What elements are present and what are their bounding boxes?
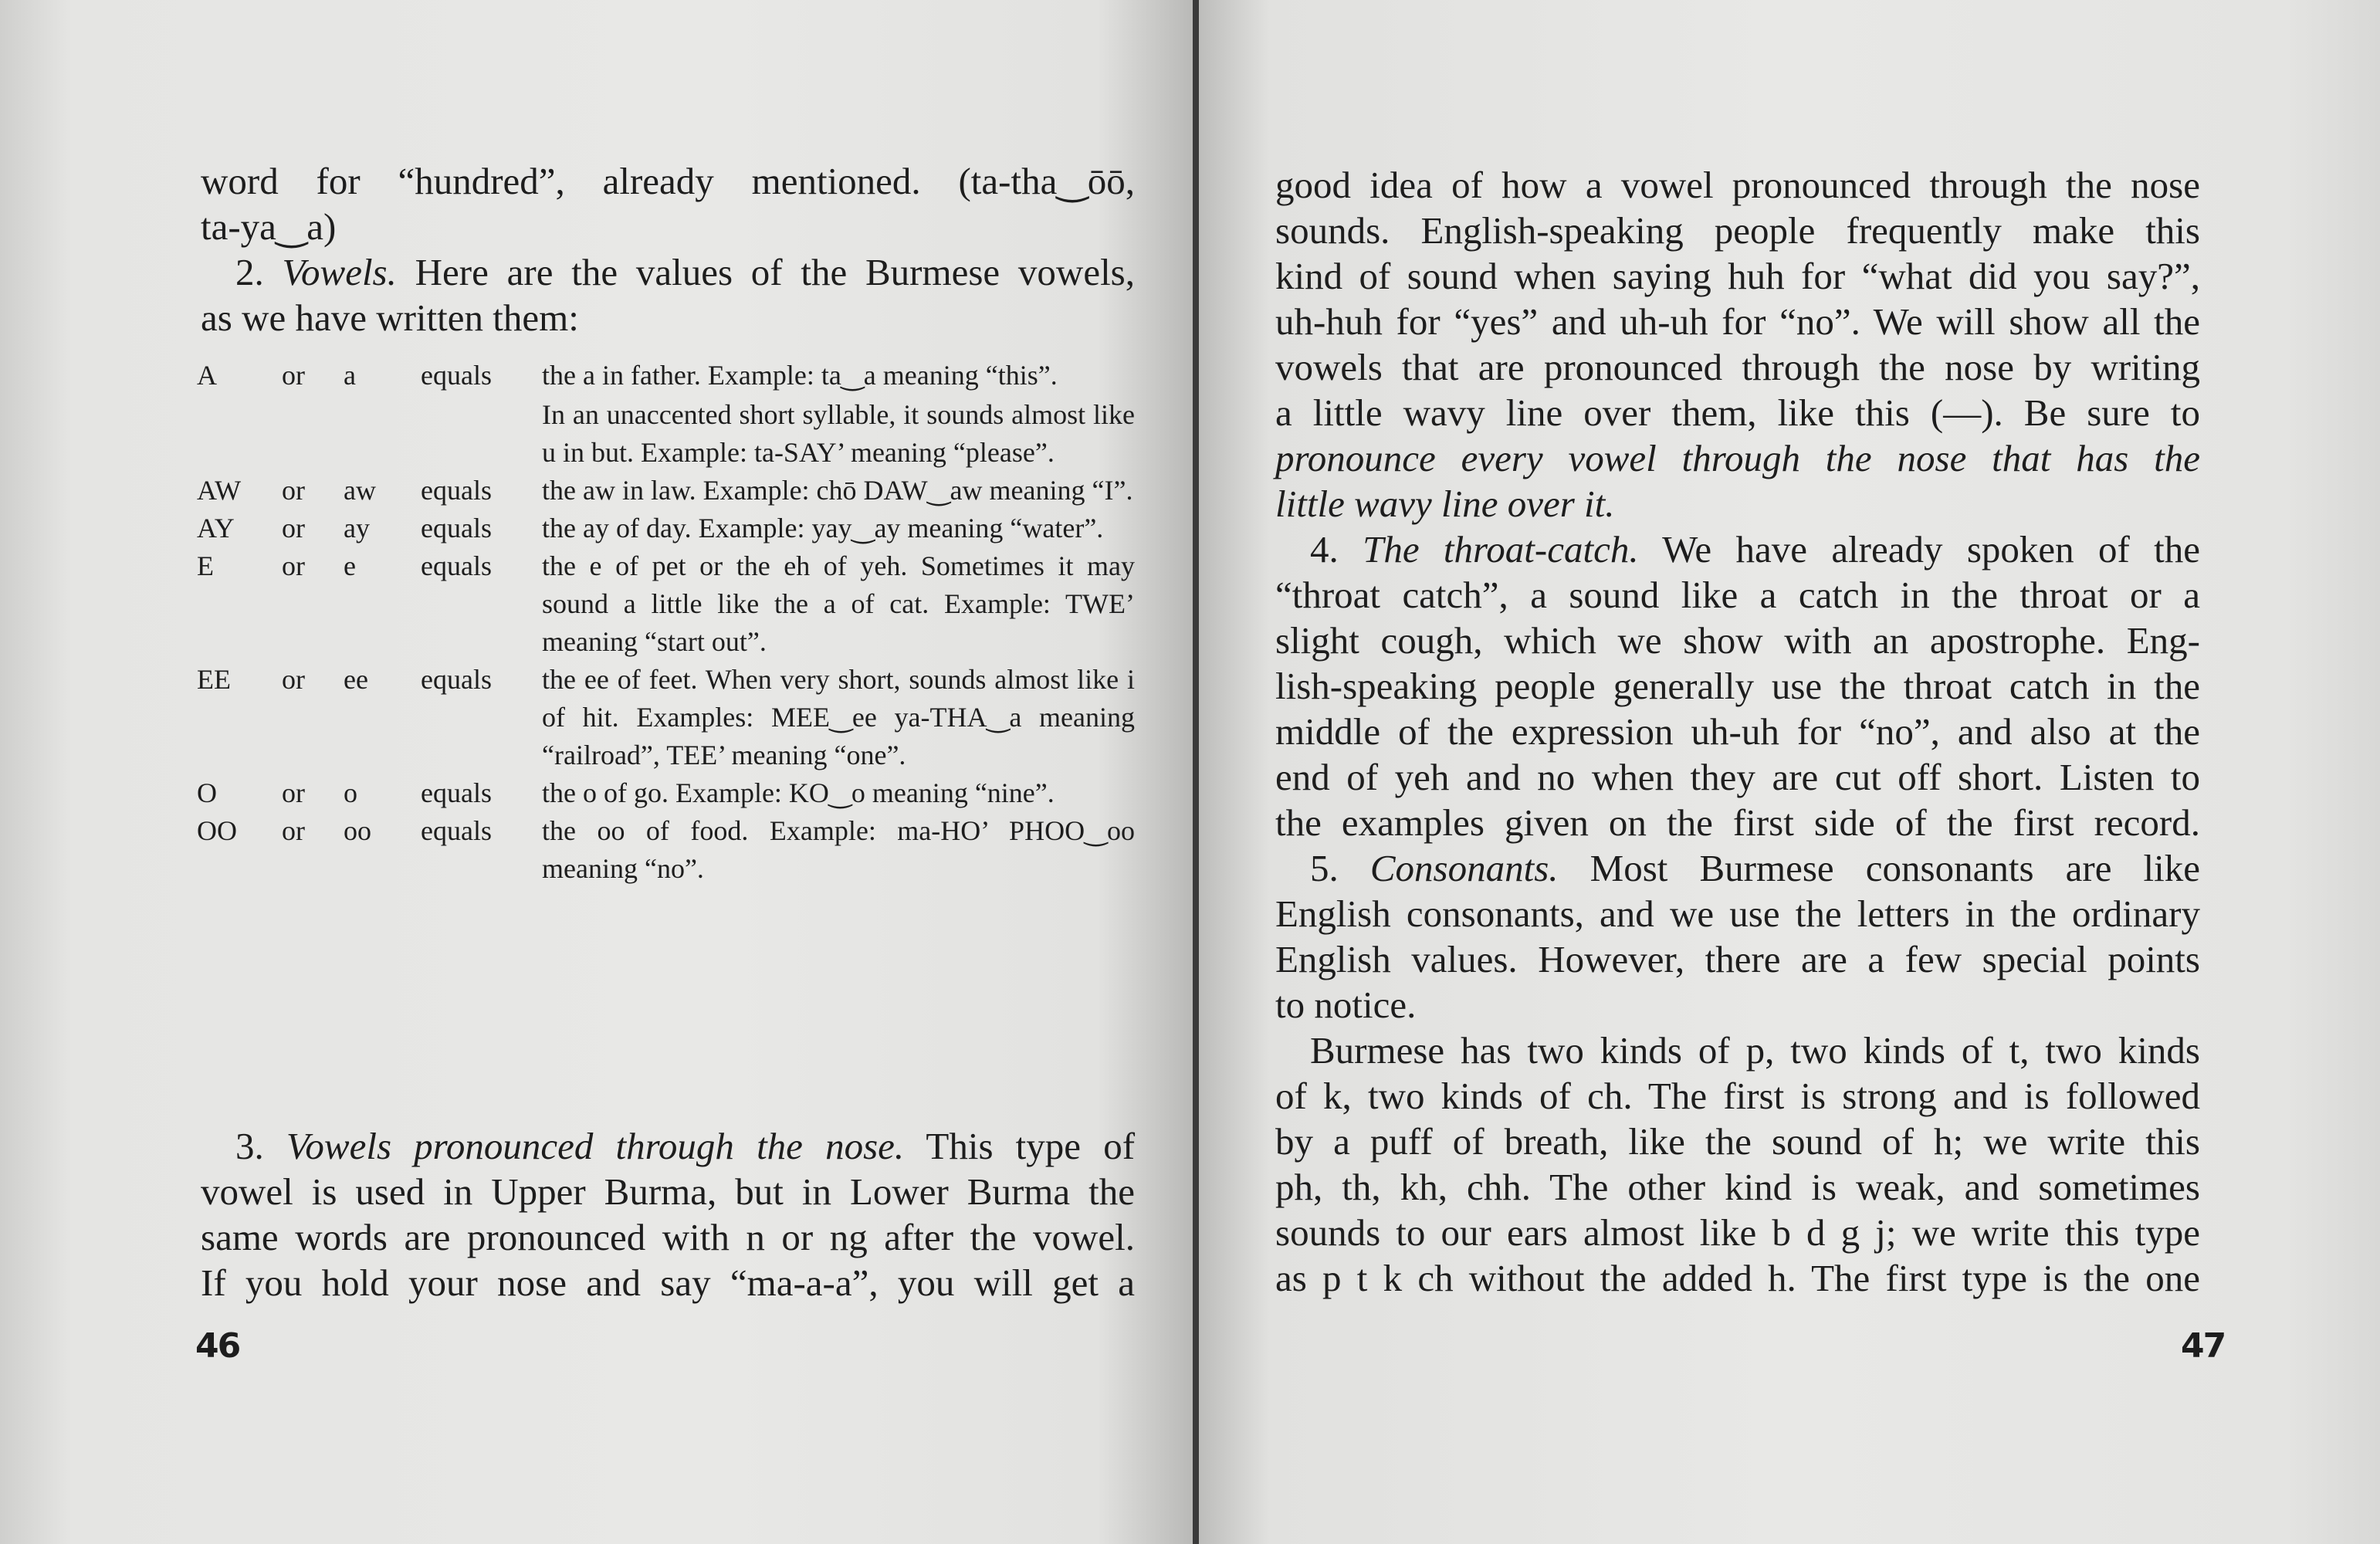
text-line: ta-ya‿a) <box>201 205 337 248</box>
vowel-lower: ay <box>344 513 370 543</box>
text-line: little wavy line over it. <box>1275 482 1615 525</box>
vowel-upper: O <box>197 777 217 808</box>
section-title: Vowels. <box>282 251 397 293</box>
vowel-lower: ee <box>344 664 368 695</box>
text-run: Most Burmese consonants are like <box>1589 847 2201 889</box>
vowel-equals: equals <box>421 513 492 543</box>
text-line: by a puff of breath, like the sound of h; we write this <box>1275 1120 2200 1163</box>
vowel-lower: aw <box>344 475 376 506</box>
section-number: 5. <box>1310 847 1339 889</box>
text-line: ph, th, kh, chh. The other kind is weak, and sometimes <box>1275 1166 2200 1208</box>
text-line: word for “hundred”, already mentioned. (ta-tha‿ōō, <box>201 160 1135 202</box>
vowel-row <box>197 510 1135 547</box>
text-line: vowels that are pronounced through the nose by writing <box>1275 346 2200 388</box>
text-line: If you hold your nose and say “ma-a-a”, you will get a <box>201 1261 1135 1304</box>
vowels-heading <box>201 249 1135 295</box>
vowel-equals: equals <box>421 815 492 846</box>
text-run: This type of <box>926 1125 1136 1167</box>
section-title: The throat-catch. <box>1363 528 1639 571</box>
vowel-upper: A <box>197 360 217 391</box>
vowel-description: the aw in law. Example: chō DAW‿aw meaning “I”. <box>542 475 1133 506</box>
vowel-row <box>197 357 1135 394</box>
nasal-vowels-paragraph <box>1275 162 2200 1301</box>
page-number: 46 <box>195 1326 240 1366</box>
text-line: the examples given on the first side of the first record. <box>1275 801 2200 844</box>
text-line: middle of the expression uh-uh for “no”, and also at the <box>1275 710 2200 753</box>
vowel-description: the oo of food. Example: ma-HO’ PHOO‿oo meaning “no”. <box>542 815 1135 884</box>
intro-paragraph <box>201 158 1135 340</box>
text-run: Here are the values of the Burmese vowels, <box>415 251 1135 293</box>
vowel-description: the ay of day. Example: yay‿ay meaning “water”. <box>542 513 1104 543</box>
text-line: a little wavy line over them, like this (—). Be sure to <box>1275 391 2200 434</box>
vowel-lower: a <box>344 360 356 391</box>
right-page <box>1199 0 2380 1544</box>
vowel-or: or <box>282 815 305 846</box>
section-number: 2. <box>235 251 264 293</box>
vowel-or: or <box>282 550 305 581</box>
vowel-equals: equals <box>421 664 492 695</box>
text-line: lish-speaking people generally use the throat catch in the <box>1275 665 2200 707</box>
text-line: slight cough, which we show with an apostrophe. Eng- <box>1275 619 2200 662</box>
vowel-upper: AW <box>197 475 242 506</box>
text-line: English consonants, and we use the letters in the ordinary <box>1275 892 2200 935</box>
vowel-description: In an unaccented short syllable, it sounds almost like u in but. Example: ta-SAY’ meaning “please”. <box>542 399 1135 468</box>
vowel-equals: equals <box>421 475 492 506</box>
vowel-or: or <box>282 475 305 506</box>
text-line: English values. However, there are a few special points <box>1275 938 2200 980</box>
vowel-equals: equals <box>421 777 492 808</box>
vowel-description: the e of pet or the eh of yeh. Sometimes it may sound a little like the a of cat. Example: TWE’ meaning “start out”. <box>542 550 1135 657</box>
vowel-lower: oo <box>344 815 371 846</box>
text-line: pronounce every vowel through the nose that has the <box>1275 437 2200 479</box>
text-line: of k, two kinds of ch. The first is strong and is followed <box>1275 1075 2200 1117</box>
text-line: sounds. English-speaking people frequently make this <box>1275 209 2200 252</box>
text-line: uh-huh for “yes” and uh-uh for “no”. We will show all the <box>1275 300 2200 343</box>
vowel-description: the ee of feet. When very short, sounds almost like i of hit. Examples: MEE‿ee ya-THA‿a meaning “railroad”, TEE’ meaning “one”. <box>542 664 1135 770</box>
section-number: 4. <box>1310 528 1339 571</box>
vowel-description: the a in father. Example: ta‿a meaning “this”. <box>542 360 1058 391</box>
vowel-row <box>197 396 1135 472</box>
vowel-row <box>197 472 1135 510</box>
vowel-upper: OO <box>197 815 237 846</box>
vowel-or: or <box>282 777 305 808</box>
text-line: “throat catch”, a sound like a catch in the throat or a <box>1275 574 2200 616</box>
book-gutter <box>1193 0 1199 1544</box>
vowel-or: or <box>282 664 305 695</box>
text-line: as we have written them: <box>201 296 579 339</box>
vowel-row <box>197 547 1135 661</box>
text-line: vowel is used in Upper Burma, but in Lower Burma the <box>201 1170 1135 1213</box>
section-number: 3. <box>235 1125 264 1167</box>
section4-heading <box>1275 527 2200 572</box>
vowel-row <box>197 812 1135 888</box>
vowel-row <box>197 661 1135 774</box>
vowel-or: or <box>282 513 305 543</box>
text-line: to notice. <box>1275 984 1417 1026</box>
text-line: as p t k ch without the added h. The first type is the one <box>1275 1257 2200 1299</box>
vowel-table <box>197 357 1135 888</box>
vowel-equals: equals <box>421 550 492 581</box>
text-line: good idea of how a vowel pronounced through the nose <box>1275 164 2200 206</box>
vowel-lower: o <box>344 777 357 808</box>
text-run: We have already spoken of the <box>1662 528 2201 571</box>
text-line: sounds to our ears almost like b d g j; we write this type <box>1275 1211 2200 1254</box>
section-title: Consonants. <box>1369 847 1559 889</box>
section5-heading <box>1275 845 2200 891</box>
vowel-lower: e <box>344 550 356 581</box>
vowel-row <box>197 774 1135 812</box>
vowel-upper: E <box>197 550 214 581</box>
vowel-upper: EE <box>197 664 231 695</box>
text-line: kind of sound when saying huh for “what did you say?”, <box>1275 255 2200 297</box>
vowel-or: or <box>282 360 305 391</box>
vowel-description: the o of go. Example: KO‿o meaning “nine”. <box>542 777 1055 808</box>
section-title: Vowels pronounced through the nose. <box>286 1125 905 1167</box>
text-line: Burmese has two kinds of p, two kinds of t, two kinds <box>1310 1029 2200 1072</box>
section3-heading <box>201 1123 1135 1169</box>
text-line: same words are pronounced with n or ng after the vowel. <box>201 1216 1135 1258</box>
page-number: 47 <box>2181 1326 2226 1366</box>
vowel-equals: equals <box>421 360 492 391</box>
text-line: end of yeh and no when they are cut off short. Listen to <box>1275 756 2200 798</box>
section3-paragraph <box>201 1123 1135 1305</box>
vowel-upper: AY <box>197 513 235 543</box>
